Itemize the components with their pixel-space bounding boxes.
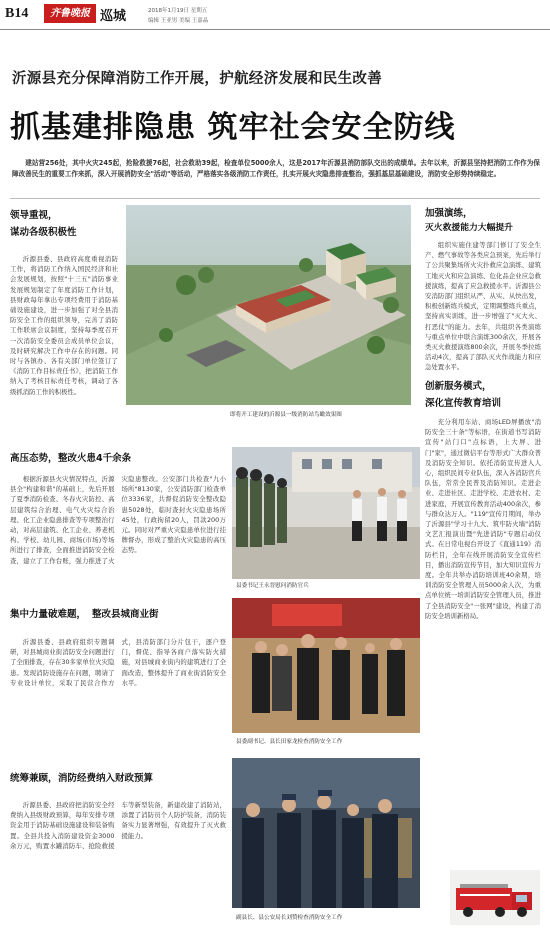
section1-title: 领导重视， bbox=[10, 210, 58, 221]
fire-truck-image bbox=[450, 870, 540, 925]
section5-body: 沂源县委、县政府组织专题调研，对县城商业街消防安全问题进行了全面排查，存在30多家单位火灾隐患。发现消防设施存在问题，聘请了专业设计单位，采取了民营合作方式，县消防部门分片包干，逐户登门，督促、指导各商户落实防火措施，对县城商业街内的建筑进行了全面改造，整体提升了商业街消防安全水平。 bbox=[10, 638, 226, 687]
section3-subtitle: 整改火患4千余条 bbox=[58, 453, 132, 464]
section4-subtitle: 深化宣传教育培训 bbox=[425, 398, 502, 409]
section4-title: 创新服务模式， bbox=[425, 381, 492, 392]
officers-inspection-photo bbox=[232, 758, 420, 908]
section4-body: 充分利用车站、商场LED屏播放"消防安全三十条"等标语，在街道书写消防宣传"站门口"点标语，上大屏、进门"家"，通过微信平台等形式广大群众普及消防安全知识。依托消防宣传进入人心，组织民间专业队伍，深入各消防官兵队伍，常常全民普及消防知识。走进企业、走进社区、走进学校、走进农村、走进家庭，开展宣传教育活动400余次，参与群众达万人。"119"宣传月期间，举办了沂源县"学习十九大、筑牢防火墙"消防文艺汇报演出暨"先进消防"专题启动仪式。在日常电视台开设了《直通119》消防栏目，全年在线开展消防安全宣传栏目，播出消防宣传节目，加大知识宣传力度。全年共举办消防培训班40余期，培训消防安全管理人员5000余人次，为重点单位统一培训消防安全管理人员，推进了全县消防安全"一张网"建设，构建了消防安全培训新格局。 bbox=[425, 418, 541, 620]
page-header bbox=[0, 0, 550, 30]
fire-station-rendering-image bbox=[126, 205, 411, 405]
shop-inspection-photo bbox=[232, 598, 420, 733]
section6-body: 沂源县委、县政府把消防安全经费纳入县级财政预算，每年安排专项资金用于消防基础设施建设和装备购置。全县共投入消防建设资金3000余万元，购置水罐消防车、抢险救援车等新型装备，新建改建了消防站，添置了消防员个人防护装备，消防装备实力显著增强，有效提升了灭火救援能力。 bbox=[10, 801, 226, 850]
caption-rendering: 即将开工建设的沂源县一级消防站鸟瞰效果图 bbox=[230, 412, 342, 418]
lead-paragraph: 建站营256处，其中火灾245起，抢险救援76起，社会救助39起，检查单位5000余人，这是2017年沂源县消防部队交出的成绩单。去年以来，沂源县坚持把消防工作作为保障改善民生的重要工作来抓，深入开展消防安全"活动"等活动，严格落实各级消防工作责任，扎实开展火灾隐患排查整治，强抓基层基础建设，消防安全形势持续稳定。 bbox=[12, 159, 540, 178]
section3-title: 高压态势， bbox=[10, 453, 58, 464]
section2-subtitle: 灭火救援能力大幅提升 bbox=[425, 223, 513, 233]
section-name: 巡城 bbox=[100, 9, 127, 24]
masthead-logo-text: 齐鲁晚报 bbox=[50, 8, 90, 19]
kicker: 沂源县充分保障消防工作开展，护航经济发展和民生改善 bbox=[12, 71, 382, 87]
editor-line: 编辑 王亚男 美编 王嘉晶 bbox=[148, 18, 209, 24]
section2-body: 组织实施住建等部门修订了安全生产、燃气事故等各类应急预案，先后举行了公共聚集场所火灾扑救应急演练、建筑工地灭火和应急演练、危化品企业应急救援演练，提高了应急救援水平。沂源县公安消防部门组织从严、从实、从快出发，积极创新练兵模式，定期调整练兵重点，坚持真实训练，进一步增强了"灭大火、打恶仗"的能力。去年，共组织各类演练与重点单位中联合演练300余次，开展各类灭火救援演练800余次，开展冬季拉练活动4次，提高了部队灭火作战能力和应急处置水平。 bbox=[425, 241, 541, 372]
page-number: B14 bbox=[5, 6, 29, 21]
section3-body: 根据沂源县火灾情况特点，沂源县全"构建和谐"的基础上，先后开展了夏季消防检查、冬春火灾防控、高层建筑综合治理、电气火灾综合治理、化工企业隐患排查等专项整治行动，对高层建筑、化工企业、养老机构、学校、幼儿园、商场(市场)等场所进行了排查，全面推进消防安全检查，建立了工作台账，强力推进了火灾隐患整改。公安部门共检查"九小场所"8130家，公安消防部门检查单位3336家，共督促消防安全整改隐患5028处，临时查封火灾隐患场所45处，行政拘留20人，罚款200万元。同时对严重火灾隐患单位进行挂牌督办，形成了整治火灾隐患的高压态势。 bbox=[10, 475, 226, 565]
section1-body: 沂源县委、县政府高度重视消防工作，将消防工作纳入国民经济和社会发展规划，按照"十三五"消防事业发展规划制定了年度消防工作计划，县财政每年拿出专项经费用于消防基础设施建设，进一步加强了对全县消防安全工作的组织领导，完善了消防工作联席会议制度，坚持每季度召开一次消防安全委员会成员单位会议，及时研究解决工作中存在的问题。同时与各镇办、各有关部门单位签订了《消防工作目标责任书》，把消防工作纳入了考核目标责任考核，调动了各级抓消防工作的积极性。 bbox=[10, 255, 118, 396]
headline: 抓基建排隐患 筑牢社会安全防线 bbox=[10, 110, 456, 145]
masthead-logo bbox=[44, 4, 96, 23]
section6-title: 统筹兼顾， bbox=[10, 773, 58, 784]
caption-officers: 副县长、县公安局长刘赞检查消防安全工作 bbox=[236, 915, 343, 921]
header-rule bbox=[0, 29, 550, 30]
section5-subtitle: 整改县城商业街 bbox=[92, 609, 159, 620]
lead-divider bbox=[10, 198, 540, 199]
section6-subtitle: 消防经费纳入财政预算 bbox=[58, 773, 154, 784]
inspection-soldiers-photo bbox=[232, 447, 420, 579]
caption-shop: 县委副书记、县长田家龙检查消防安全工作 bbox=[236, 739, 343, 745]
section5-title: 集中力量破难题， bbox=[10, 609, 87, 620]
caption-soldiers: 县委书记王永晋慰问消防官兵 bbox=[236, 583, 309, 589]
date-line: 2018年1月19日 星期五 bbox=[148, 8, 208, 14]
section2-title: 加强演练， bbox=[425, 208, 473, 219]
section1-subtitle: 谋动各级积极性 bbox=[10, 227, 77, 238]
